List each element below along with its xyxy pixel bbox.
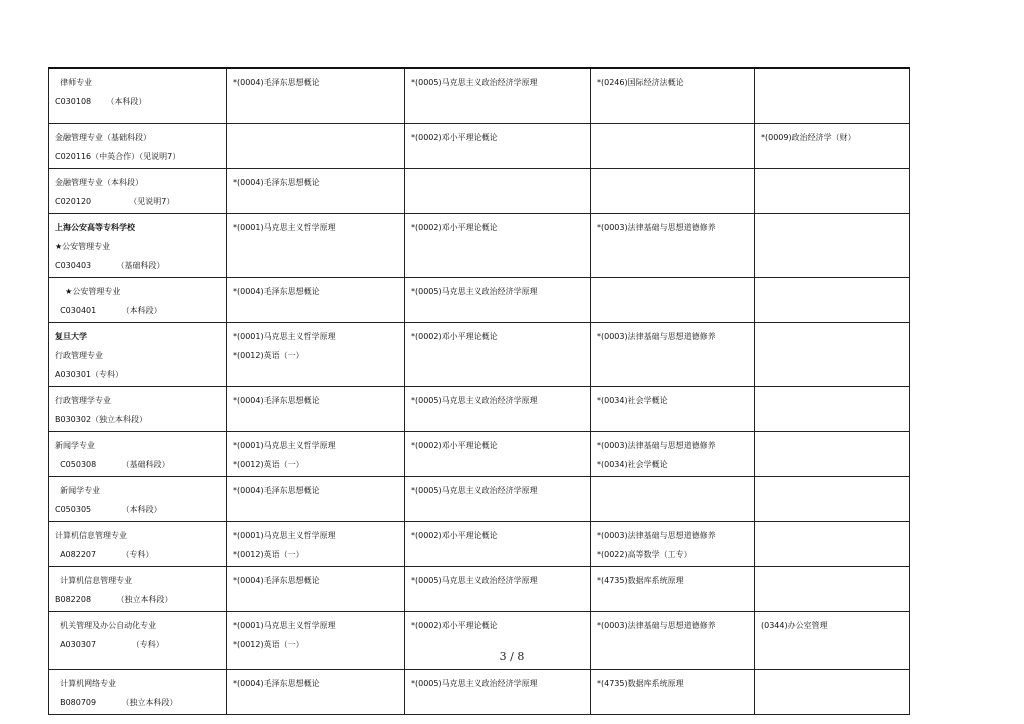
course-cell-1 [227,386,405,431]
table-row [49,213,910,277]
major-cell [49,213,227,277]
cell-line [597,545,748,564]
table-row [49,68,910,123]
course-cell-3 [591,168,755,213]
table-row [49,431,910,476]
cell-line [55,500,220,519]
cell-line [233,436,398,455]
major-cell [49,277,227,322]
cell-line [55,674,220,693]
cell-line [597,616,748,635]
major-text: C030108 （本科段） [55,97,147,106]
cell-line [55,526,220,545]
course-text: *(0009)政治经济学（财） [761,132,856,142]
cell-line [597,455,748,474]
course-text: *(0004)毛泽东思想概论 [233,485,320,495]
cell-line [411,327,584,346]
major-text: 金融管理专业（基础科段） [55,132,151,142]
course-cell-1 [227,123,405,168]
cell-line [411,526,584,545]
course-text: *(0005)马克思主义政治经济学原理 [411,575,538,585]
course-cell-3 [591,213,755,277]
course-text: *(0005)马克思主义政治经济学原理 [411,485,538,495]
course-text: *(0001)马克思主义哲学原理 [233,530,336,540]
cell-line [233,327,398,346]
cell-line [55,391,220,410]
cell-line [55,218,220,237]
course-cell-2 [405,123,591,168]
course-cell-3 [591,322,755,386]
course-text: *(0003)法律基础与思想道德修养 [597,440,716,450]
cell-line [233,346,398,365]
major-text: A030307 （专科） [55,639,164,649]
cell-line [55,410,220,429]
course-text: *(0022)高等数学（工专） [597,549,692,559]
course-text: *(0246)国际经济法概论 [597,78,684,87]
course-table [48,67,910,715]
course-cell-4 [755,168,910,213]
course-text: *(0012)英语（一） [233,459,304,469]
major-cell [49,521,227,566]
cell-line [55,256,220,275]
cell-line [55,455,220,474]
major-cell [49,386,227,431]
course-text: (0344)办公室管理 [761,620,828,630]
cell-line [55,365,220,384]
course-cell-2 [405,322,591,386]
course-cell-3 [591,669,755,714]
major-text: C050305 （本科段） [55,504,162,514]
cell-line [411,282,584,301]
course-text: *(0003)法律基础与思想道德修养 [597,331,716,341]
course-cell-4 [755,68,910,123]
course-cell-3 [591,521,755,566]
course-text: *(0003)法律基础与思想道德修养 [597,620,716,630]
cell-line [55,128,220,147]
major-text: 计算机网络专业 [55,678,117,688]
cell-line [233,455,398,474]
major-cell [49,168,227,213]
course-text: *(0034)社会学概论 [597,395,668,405]
course-text: *(0004)毛泽东思想概论 [233,395,320,405]
cell-line [597,391,748,410]
course-cell-1 [227,669,405,714]
course-cell-2 [405,277,591,322]
course-text: *(4735)数据库系统原理 [597,678,684,688]
course-cell-2 [405,386,591,431]
major-text: 新闻学专业 [55,485,101,495]
course-text: *(0005)马克思主义政治经济学原理 [411,395,538,405]
course-cell-4 [755,476,910,521]
table-row [49,521,910,566]
major-text: C020116（中英合作）（见说明7） [55,151,181,161]
major-text: C050308 （基础科段） [55,459,170,469]
course-text: *(0001)马克思主义哲学原理 [233,440,336,450]
major-text: A082207 （专科） [55,549,154,559]
major-text: 上海公安高等专科学校 [55,222,135,232]
course-cell-4 [755,669,910,714]
major-cell [49,322,227,386]
course-text: *(0002)邓小平理论概论 [411,620,498,630]
cell-line [55,147,220,166]
major-text: C030401 （本科段） [55,305,162,315]
cell-line [233,545,398,564]
course-text: *(0002)邓小平理论概论 [411,132,498,142]
course-cell-3 [591,566,755,611]
cell-line [55,237,220,256]
course-cell-1 [227,566,405,611]
course-cell-1 [227,168,405,213]
major-text: 复旦大学 [55,331,87,341]
cell-line [597,436,748,455]
cell-line [55,616,220,635]
course-cell-1 [227,277,405,322]
table-row [49,566,910,611]
course-text: *(0004)毛泽东思想概论 [233,575,320,585]
course-cell-2 [405,566,591,611]
major-text: 行政管理学专业 [55,395,111,405]
table-row [49,476,910,521]
course-cell-2 [405,476,591,521]
cell-line [597,526,748,545]
course-text: *(0002)邓小平理论概论 [411,440,498,450]
major-text: B080709 （独立本科段） [55,697,178,707]
major-text: ★公安管理专业 [55,286,121,296]
major-text: 机关管理及办公自动化专业 [55,620,157,630]
course-cell-3 [591,68,755,123]
course-text: *(0004)毛泽东思想概论 [233,177,320,187]
course-text: *(0003)法律基础与思想道德修养 [597,530,716,540]
major-cell [49,123,227,168]
course-cell-1 [227,476,405,521]
cell-line [55,693,220,712]
cell-line [233,526,398,545]
cell-line [597,218,748,237]
course-cell-1 [227,521,405,566]
major-text: C020120 （见说明7） [55,196,175,206]
major-text: B030302（独立本科段） [55,414,148,424]
cell-line [233,218,398,237]
cell-line [233,282,398,301]
cell-line [55,282,220,301]
cell-line [55,92,220,111]
course-cell-4 [755,386,910,431]
cell-line [597,327,748,346]
major-text: 新闻学专业 [55,440,95,450]
course-cell-4 [755,322,910,386]
cell-line [597,73,748,92]
course-cell-2 [405,68,591,123]
cell-line [233,391,398,410]
cell-line [411,481,584,500]
course-cell-3 [591,431,755,476]
course-text: *(4735)数据库系统原理 [597,575,684,585]
cell-line [55,545,220,564]
course-cell-3 [591,386,755,431]
course-cell-3 [591,123,755,168]
course-text: *(0003)法律基础与思想道德修养 [597,222,716,232]
table-row [49,168,910,213]
course-cell-4 [755,213,910,277]
course-text: *(0005)马克思主义政治经济学原理 [411,678,538,688]
course-text: *(0012)英语（一） [233,549,304,559]
course-cell-2 [405,521,591,566]
course-text: *(0005)马克思主义政治经济学原理 [411,78,538,87]
course-text: *(0012)英语（一） [233,350,304,360]
course-text: *(0001)马克思主义哲学原理 [233,222,336,232]
major-text: A030301（专科） [55,369,124,379]
cell-line [411,218,584,237]
cell-line [55,571,220,590]
course-cell-3 [591,277,755,322]
major-cell [49,669,227,714]
course-cell-3 [591,476,755,521]
course-text: *(0034)社会学概论 [597,459,668,469]
cell-line [411,73,584,92]
major-cell [49,68,227,123]
cell-line [233,481,398,500]
course-table-body [49,68,910,714]
cell-line [597,571,748,590]
cell-line [761,616,903,635]
cell-line [55,590,220,609]
table-row [49,277,910,322]
course-cell-1 [227,322,405,386]
course-cell-4 [755,123,910,168]
course-text: *(0002)邓小平理论概论 [411,222,498,232]
major-cell [49,476,227,521]
course-text: *(0002)邓小平理论概论 [411,530,498,540]
major-text: 计算机信息管理专业 [55,575,133,585]
table-row [49,322,910,386]
cell-line [55,173,220,192]
cell-line [233,674,398,693]
course-cell-2 [405,431,591,476]
major-text: 金融管理专业（本科段） [55,177,143,187]
cell-line [233,571,398,590]
cell-line [55,327,220,346]
cell-line [233,616,398,635]
cell-line [411,128,584,147]
major-cell [49,566,227,611]
cell-line [55,346,220,365]
course-cell-1 [227,213,405,277]
course-text: *(0005)马克思主义政治经济学原理 [411,286,538,296]
cell-line [411,571,584,590]
cell-line [55,481,220,500]
course-cell-1 [227,68,405,123]
course-text: *(0001)马克思主义哲学原理 [233,331,336,341]
cell-line [761,128,903,147]
course-cell-2 [405,669,591,714]
table-row [49,669,910,714]
course-text: *(0004)毛泽东思想概论 [233,286,320,296]
major-text: B082208 （独立本科段） [55,594,173,604]
course-cell-4 [755,277,910,322]
cell-line [55,301,220,320]
course-cell-1 [227,431,405,476]
table-row [49,123,910,168]
cell-line [55,73,220,92]
major-text: 行政管理专业 [55,350,103,360]
major-text: 计算机信息管理专业 [55,530,127,540]
cell-line [55,436,220,455]
cell-line [411,391,584,410]
major-text: ★公安管理专业 [55,241,111,251]
course-cell-4 [755,521,910,566]
cell-line [411,674,584,693]
major-text: C030403 （基础科段） [55,260,165,270]
course-text: *(0012)英语（一） [233,639,304,649]
cell-line [55,192,220,211]
cell-line [411,436,584,455]
cell-line [233,173,398,192]
course-text: *(0001)马克思主义哲学原理 [233,620,336,630]
course-text: *(0004)毛泽东思想概论 [233,678,320,688]
course-text: *(0002)邓小平理论概论 [411,331,498,341]
course-cell-4 [755,566,910,611]
course-text: *(0004)毛泽东思想概论 [233,78,320,87]
cell-line [411,616,584,635]
major-text: 律师专业 [55,78,93,87]
course-cell-2 [405,213,591,277]
cell-line [597,674,748,693]
course-cell-2 [405,168,591,213]
page-number: 3 / 8 [499,650,525,663]
course-cell-4 [755,431,910,476]
cell-line [233,73,398,92]
table-row [49,386,910,431]
major-cell [49,431,227,476]
